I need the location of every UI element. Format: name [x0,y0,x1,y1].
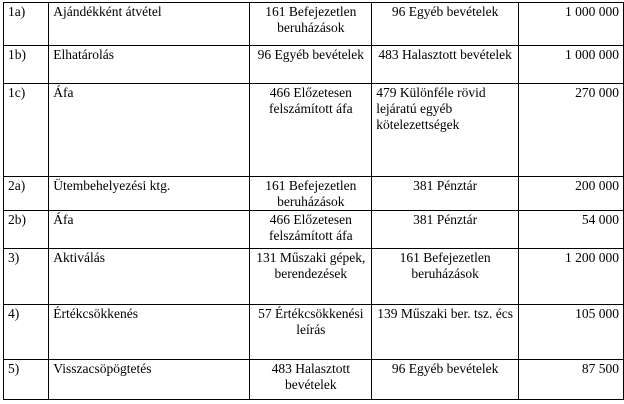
entry-id-cell: 2a) [4,177,49,211]
entry-id-cell: 4) [4,305,49,360]
description-cell: Elhatárolás [49,46,250,84]
debit-account-cell: 483 Halasztott bevételek [250,360,372,400]
credit-account-cell: 161 Befejezetlen beruházások [372,249,519,305]
table-row [4,211,624,249]
ledger-body [4,3,624,400]
description-cell: Ajándékként átvétel [49,3,250,46]
table-row [4,3,624,46]
amount-cell: 87 500 [519,360,624,400]
table-row [4,305,624,360]
credit-account-cell: 96 Egyéb bevételek [372,3,519,46]
debit-account-cell: 161 Befejezetlen beruházások [250,177,372,211]
entry-id-cell: 1c) [4,84,49,177]
debit-account-cell: 466 Előzetesen felszámított áfa [250,211,372,249]
credit-account-cell: 381 Pénztár [372,211,519,249]
debit-account-cell: 161 Befejezetlen beruházások [250,3,372,46]
debit-account-cell: 131 Műszaki gépek, berendezések [250,249,372,305]
credit-account-cell: 381 Pénztár [372,177,519,211]
credit-account-cell: 483 Halasztott bevételek [372,46,519,84]
description-cell: Értékcsökkenés [49,305,250,360]
entry-id-cell: 1b) [4,46,49,84]
credit-account-cell: 139 Műszaki ber. tsz. écs [372,305,519,360]
amount-cell: 270 000 [519,84,624,177]
amount-cell: 105 000 [519,305,624,360]
table-row [4,177,624,211]
amount-cell: 200 000 [519,177,624,211]
amount-cell: 1 000 000 [519,46,624,84]
entry-id-cell: 5) [4,360,49,400]
debit-account-cell: 57 Értékcsökkenési leírás [250,305,372,360]
description-cell: Aktiválás [49,249,250,305]
credit-account-cell: 96 Egyéb bevételek [372,360,519,400]
amount-cell: 54 000 [519,211,624,249]
description-cell: Áfa [49,84,250,177]
table-row [4,249,624,305]
debit-account-cell: 96 Egyéb bevételek [250,46,372,84]
amount-cell: 1 200 000 [519,249,624,305]
entry-id-cell: 3) [4,249,49,305]
table-row [4,360,624,400]
debit-account-cell: 466 Előzetesen felszámított áfa [250,84,372,177]
description-cell: Áfa [49,211,250,249]
amount-cell: 1 000 000 [519,3,624,46]
entry-id-cell: 2b) [4,211,49,249]
table-row [4,46,624,84]
description-cell: Visszacsöpögtetés [49,360,250,400]
credit-account-cell: 479 Különféle rövid lejáratú egyéb kötelezettségek [372,84,519,177]
table-row [4,84,624,177]
ledger-table [3,2,624,400]
description-cell: Ütembehelyezési ktg. [49,177,250,211]
entry-id-cell: 1a) [4,3,49,46]
